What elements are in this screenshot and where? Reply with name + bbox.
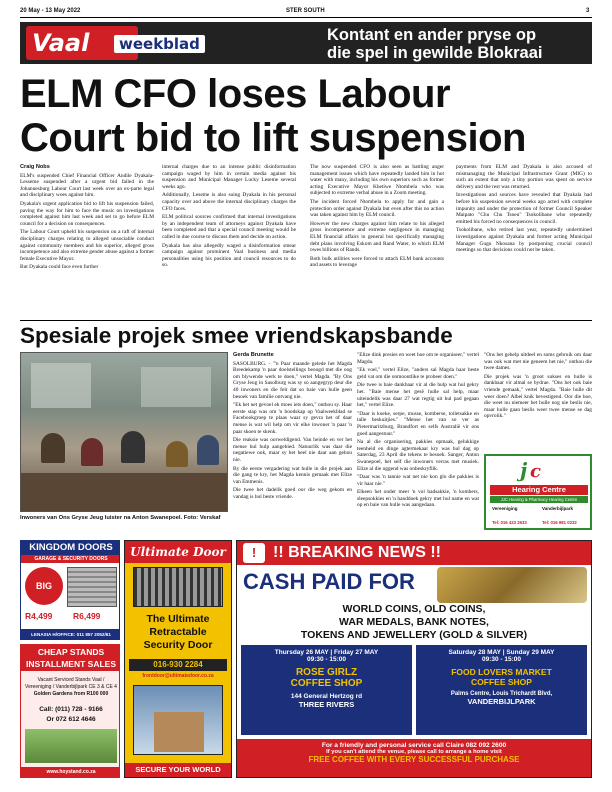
cash-footer-line: For a friendly and personal service call Claire 082 092 2600 [321,742,507,749]
venue-time: 09:30 - 15:00 [306,656,347,663]
stands-phones [25,705,117,725]
paragraph: ELM's suspended Chief Financial Officer Andile Dyakala-Lesseme suspended after a urgent bid failed in the Johannesburg Labour Court last week over an ex-parte legal and disciplinary woes against him. [20,172,154,199]
venue-right [416,645,587,735]
paragraph: "Ek het net gevoel ek moes iets doen," onthou sy. Haar eerste stap was om 'n boodskap op Vaalweekblad se Facebookgroep te plaas waar sy gevra het of daar mense is wat wil help om vir elke inwoner 'n paar 'n paar skoen te skenk. [233,402,352,435]
article1-headline [20,72,592,160]
photo-table [21,473,227,511]
alert-icon: ! [243,543,265,563]
article1-col2 [162,164,296,271]
ultimate-phone[interactable]: 016-930 2284 [129,659,227,671]
stands-title-line1: CHEAP STANDS [37,647,105,657]
article1-col3 [310,164,444,271]
photo-person [197,435,219,465]
security-gate-icon [133,567,223,607]
section-rule [20,320,592,321]
tagline-line2: die spel in gewilde Blokraai [327,44,543,62]
venue-area: VANDERBIJLPARK [467,697,536,706]
kingdom-badge: BIG SALE [25,567,63,605]
article2-byline: Gerda Brunette [233,352,274,358]
paragraph: Die projek was 'n groot sukses en hulle is dankbaar vir almal se bydrae. "Ons het ook baie vriende gemaak," vertel Magda. "Baie hulle dit weer doen? Albei knik bevestigend. Oor die hoe, die weet nu niemeer het hulle nog nie beslis nie, maar hulle gaan beslis weer twee mense se dag opvrolik." [484,373,592,420]
paragraph: SASOLBURG. - "'n Paar maande gelede het Magda Breedekamp 'n paar doelstellings beoogd met die oog om blywende werk te doen," vertel Magda. "By Ons Gryse Jeug in Sasolburg was sy so aangegryp deur die 40 inwoners en die feit dat so baie van hulle geen besoek van familie ontvang nie. [233,360,352,400]
coins-icon [437,567,587,603]
article1-col1 [20,164,154,273]
stands-desc-line: Golden Gardens from R100 000 [33,691,109,697]
stands-website[interactable]: www.hoystand.co.za [21,767,120,777]
paragraph: Dyakala has also allegedly waged a disinformation smear campaign against prominent Vaal business and media personalities using his position and council resources to do so. [162,242,296,269]
ultimate-email[interactable]: frontdoor@ultimatedoor.co.za [142,673,214,679]
photo-person [121,431,145,463]
venue-address: Palms Centre, Louis Trichardt Blvd, [450,691,553,697]
hearing-logo-icon: j c [520,458,541,482]
page-number: 3 [586,8,590,14]
paragraph: However the new charges against him relate to his alleged gross incompetence and extreme negligence in managing ELM financial affairs in general but specifically managing debt plans involving Eskom and Rand Water, to which ELM owes billions of Rands. [310,220,444,254]
hearing-sub: JJC Hearing & Pharmacy Hearing Centre [490,496,588,503]
ultimate-headline [125,613,231,652]
stands-desc [25,677,117,698]
cash-items-line: WAR MEDALS, BANK NOTES, [339,616,489,628]
venue-area: THREE RIVERS [298,700,355,709]
cheap-stands-ad[interactable] [20,644,120,778]
paragraph: payments from ELM and Dyakala is also accused of mismanaging the Municipal Infrastructure Grant (MIG) to such an extent that only a tiny portion was spent on service delivery and the rest was returned. [456,164,592,190]
headline-line1: ELM CFO loses Labour [20,72,451,116]
paragraph: internal charges due to an intense public disinformation campaign waged by him in certain media against his suspension and Municipal Manager Lucky Leseme several weeks ago. [162,164,296,190]
stands-phone2: Or 072 612 4646 [46,716,96,723]
stands-desc-line: Vacant Serviced Stands Vaal / [37,677,105,683]
paragraph: The Labour Court upheld his suspension on a raft of internal disciplinary charges relating to alleged unsociable conduct against community members and his superior, alleged gross incompetence and also extreme gender abuse against a former female Executive Mayor. [20,229,154,262]
masthead [20,22,592,64]
issue-date: 20 May - 13 May 2022 [20,8,81,14]
hearing-phone1: Tel: 016 423 2633 [492,520,527,525]
paragraph: Na al die organisering, pakkies opmaak, gelukkige teenheid en dinge agtermekaar kry was hul dag op Saterdag, 23 April die tekens te besoek. Sanger, Anton Swanepoel, het self die inwoners verras met musiek. Elize al die oggend was onbeskryflik. [357,439,479,472]
kingdom-price2: R6,499 [73,611,101,621]
paragraph: By die eerste vergadering wat hulle in die projek aan die gang te kry, het Magda kennis gemaak met Elize van Emmenis. [233,465,352,485]
cash-footer [237,739,591,777]
paragraph: "Ek voel," vertel Elize, "anders sal Magda haar beste geld vat om die onmoontlike te probeer doen." [357,367,479,380]
kingdom-doors-ad[interactable] [20,540,120,640]
headline-line2: Court bid to lift suspension [20,116,526,160]
stands-title-line2: INSTALLMENT SALES [25,659,117,669]
tagline-line1: Kontant en ander pryse op [327,26,537,44]
venue-name: COFFEE SHOP [471,677,532,687]
photo-person [166,441,188,467]
hearing-centre-ad[interactable] [484,454,592,530]
venue-date: Saturday 28 MAY | Sunday 29 MAY [448,649,555,656]
ultimate-line3: Security Door [143,639,213,651]
paragraph: "Elize dink presies en weet hoe om te organiseer," vertel Magda. [357,352,479,365]
ultimate-logo: Ultimate Door [125,541,231,563]
paragraph: The incident forced Ntombela to apply for and gain a protection order against Dyakala but even after this no action was taken against him by ELM council. [310,198,444,219]
kingdom-price1: R4,499 [25,611,53,621]
ultimate-footer: SECURE YOUR WORLD [125,763,231,777]
cash-items [237,603,591,642]
ultimate-line2: Retractable [149,626,207,638]
cash-footer-line: If you can't attend the venue, please call to arrange a home visit [326,749,502,755]
event-photo [20,352,228,512]
logo-weekblad: weekblad [114,35,205,53]
venue-date: Thursday 26 MAY | Friday 27 MAY [274,649,379,656]
masthead-tagline [327,26,542,62]
kingdom-title: KINGDOM DOORS [21,541,120,555]
garage-door-icon [67,567,117,607]
photo-person [41,433,65,463]
paragraph: Investigations and sources have revealed that Dyakala had before his suspension several weeks ago acted with complete impunity and under the protection of former Council Speaker Maipato "Chu Chu Tsoeu" Tsokolibane who repeatedly emitted his forced no consequences in council. [456,192,592,225]
venue-left [241,645,412,735]
paragraph: Tsokolibane, who retired last year, repeatedly undermined investigations against Dyakala and former acting Municipal Manager Gugu Nkosana by postponing crucial council meetings so that decisions could not be taken. [456,227,592,254]
photo-caption: Inwoners van Ons Gryse Jeug luister na Anton Swanepoel. Foto: Verskaf [20,515,221,521]
venue-name: COFFEE SHOP [290,678,363,689]
venue-name: ROSE GIRLZ [295,667,358,678]
land-photo [25,729,117,763]
cash-title: CASH PAID FOR [243,569,415,594]
paper-name: STER SOUTH [286,8,325,14]
hearing-phone2: Tel: 016 981 0232 [542,520,577,525]
cash-paid-ad[interactable] [236,540,592,778]
venue-address: 144 General Hertzog rd [290,693,363,700]
paragraph: Additionally, Leseme is also suing Dyakala in his personal capacity over and above the internal disciplinary charges the CFO faces. [162,192,296,212]
stands-phone1: Call: (011) 728 - 9166 [39,706,103,713]
paragraph: Both bulk utilities were forced to attach ELM bank accounts and assets to leverage [310,255,444,269]
article1-byline: Craig Nobs [20,164,50,170]
photo-window [141,367,211,407]
cash-items-line: WORLD COINS, OLD COINS, [342,603,486,615]
stands-title [21,645,120,671]
hearing-loc1: Vereeniging [492,506,518,511]
paragraph: Dyakala's urgent application bid to lift his suspension failed, paving the way for him to face the music on investigations completed against him last week and set to go before ELM council for a decision on consequences. [20,200,154,227]
photo-person [81,438,103,466]
article1-col4 [456,164,592,256]
house-photo [133,685,223,755]
stands-desc-line: Vereeniging / Vanderbijlpark CE 3 & CE 4 [25,684,117,690]
article2-col3 [484,352,592,422]
paragraph: Die reaksie was oorweldigend. Van heinde en ver het mense hul hulp aangebied. Natuurlik was daar die negatiewe ook, maar sy het heel nie daar aan gehou nie. [233,437,352,463]
paragraph: Die twee is baie dankbaar vir al die hulp wat hul gekry het. "Baie mense het gesê hulle sal help, maar uiteindelik was daar 27 wat regtig uit hul pad gegaan het," vertel Elize. [357,382,479,409]
header-rule [20,17,592,18]
article2-headline: Spesiale projek smee vriendskapsbande [20,323,453,348]
venue-time: 09:30 - 15:00 [481,656,522,663]
paragraph: The now suspended CFO is also seen as battling anger management issues which have repeatedly landed him in hot water with many, including his own superiors such as former acting Executive Mayor Khetiwe Ntombela who was subjected to extreme verbal abuse in a Zoom meeting. [310,164,444,197]
hearing-loc2: Vanderbijlpark [542,506,574,511]
logo-vaal: Vaal [32,29,90,57]
paragraph: But Dyakala could face even further [20,264,99,271]
kingdom-subtitle: GARAGE & SECURITY DOORS [21,555,120,563]
paragraph: Elkeen het onder meer 'n vol badsakkie, 'n kombers, sleepsokkies en 'n handdoek gekry met hul name en wat op en baie van hulle was aangedaan. [357,489,479,509]
paragraph: ELM political sources confirmed that internal investigations by an independent team of attorneys against Dyakala have been completed and that a special council meeting would be called in due course to discuss them and decide on action. [162,214,296,240]
house-icon [154,712,204,752]
ultimate-door-ad[interactable] [124,540,232,778]
venue-name: FOOD LOVERS MARKET [451,667,552,677]
kingdom-footer: LENASIA H/OFFICE: 011 857 2052/61 [21,629,120,640]
article2-col1 [233,352,352,502]
paragraph: "Daar is koeke, serpe, musse, komberse, toiletsakke en talle beskuitjies." "Mense het van so ver as Pietermaritzburg, Brandfort en selfs Australië vir ons goed aangestuur." [357,410,479,437]
breaking-banner: !! BREAKING NEWS !! [237,541,591,565]
ultimate-line1: The Ultimate [146,613,210,625]
cash-items-line: TOKENS AND JEWELLERY (GOLD & SILVER) [300,629,528,641]
paragraph: Die twee het dadelik goed oor die weg gekom en vandag is hul beste vriende. [233,487,352,500]
paragraph: "Ons het gehelp uitdeel en soms gebruik om daar was ook wat met nie geneem het nie," onthou die twee dames. [484,352,592,372]
photo-window [31,363,91,408]
cash-footer-line: FREE COFFEE WITH EVERY SUCCESSFUL PURCHASE [308,755,520,764]
article2-col2 [357,352,479,511]
hearing-brand: Hearing Centre [490,485,588,495]
paragraph: "Daar was 'n tannie wat net nie kon glo die pakkies is vir haar nie." [357,474,479,487]
